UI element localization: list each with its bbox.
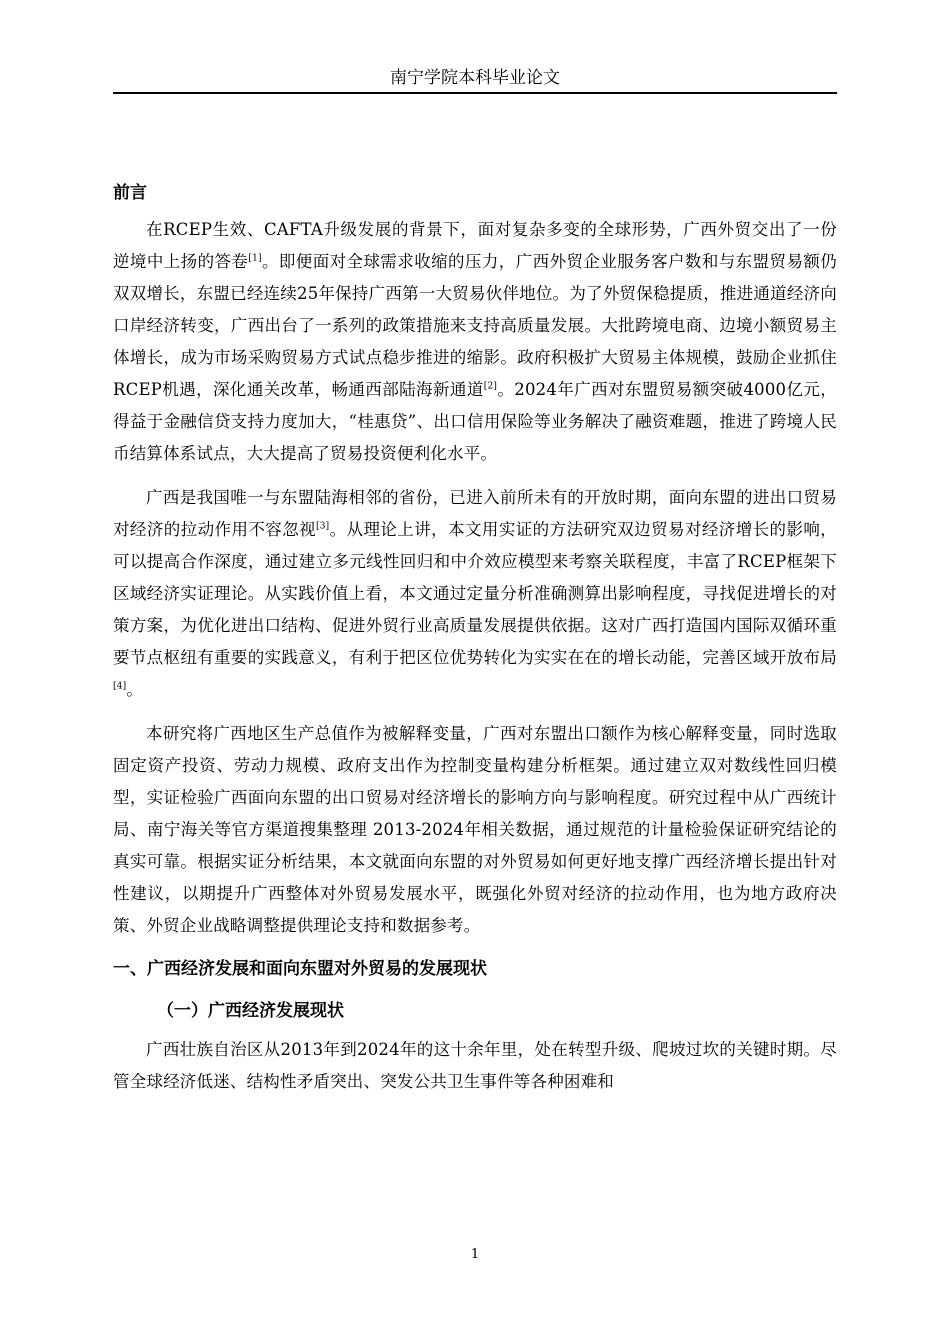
- page-number: 1: [470, 1247, 480, 1262]
- citation-2: [2]: [483, 381, 498, 392]
- section-heading-1: 一、广西经济发展和面向东盟对外贸易的发展现状: [113, 959, 487, 979]
- subsection-heading-1: （一）广西经济发展现状: [157, 1001, 344, 1021]
- paragraph-2: [113, 482, 837, 706]
- paragraph-2-part-3: 。: [126, 680, 144, 699]
- paragraph-4: 广西壮族自治区从2013年到2024年的这十余年里，处在转型升级、爬坡过坎的关键时期。尽管全球经济低迷、结构性矛盾突出、突发公共卫生事件等各种困难和: [113, 1040, 837, 1091]
- paragraph-3: 本研究将广西地区生产总值作为被解释变量，广西对东盟出口额作为核心解释变量，同时选取固定资产投资、劳动力规模、政府支出作为控制变量构建分析框架。通过建立双对数线性回归模型，实证检验广西面向东盟的出口贸易对经济增长的影响方向与影响程度。研究过程中从广西统计局、南宁海关等官方渠道搜集整理 2013-2024年相关数据，通过规范的计量检验保证研究结论的真实可靠。根据实证分析结果，本文就面向东盟的对外贸易如何更好地支撑广西经济增长提出针对性建议，以期提升广西整体对外贸易发展水平，既强化外贸对经济的拉动作用，也为地方政府决策、外贸企业战略调整提供理论支持和数据参考。: [113, 724, 837, 935]
- paragraph-1-part-2: 。即便面对全球需求收缩的压力，广西外贸企业服务客户数和与东盟贸易额仍双双增长，东盟已经连续25年保持广西第一大贸易伙伴地位。为了外贸保稳提质，推进通道经济向口岸经济转变，广西出台了一系列的政策措施来支持高质量发展。大批跨境电商、边境小额贸易主体增长，成为市场采购贸易方式试点稳步推进的缩影。政府积极扩大贸易主体规模，鼓励企业抓住RCEP机遇，深化通关改革，畅通西部陆海新通道: [113, 252, 837, 399]
- preface-heading: 前言: [113, 183, 147, 203]
- citation-1: [1]: [248, 253, 262, 264]
- citation-4: [4]: [113, 681, 127, 692]
- body-text: [113, 178, 837, 1110]
- citation-3: [3]: [316, 521, 330, 532]
- paragraph-2-part-1: 广西是我国唯一与东盟陆海相邻的省份，已进入前所未有的开放时期，面向东盟的进出口贸易对经济的拉动作用不容忽视: [113, 488, 837, 539]
- paragraph-1: [113, 214, 837, 470]
- paragraph-2-part-2: 。从理论上讲，本文用实证的方法研究双边贸易对经济增长的影响，可以提高合作深度，通过建立多元线性回归和中介效应模型来考察关联程度，丰富了RCEP框架下区域经济实证理论。从实践价值上看，本文通过定量分析准确测算出影响程度，寻找促进增长的对策方案，为优化进出口结构、促进外贸行业高质量发展提供依据。这对广西打造国内国际双循环重要节点枢纽有重要的实践意义，有利于把区位优势转化为实实在在的增长动能，完善区域开放布局: [113, 520, 838, 667]
- paragraph-1-part-3: 。2024年广西对东盟贸易额突破4000亿元，得益于金融信贷支持力度加大，“桂惠贷”、出口信用保险等业务解决了融资难题，推进了跨境人民币结算体系试点，大大提高了贸易投资便利化水平。: [113, 380, 837, 463]
- running-header: 南宁学院本科毕业论文: [113, 66, 837, 94]
- paragraph-1-part-1: 在RCEP生效、CAFTA升级发展的背景下，面对复杂多变的全球形势，广西外贸交出了一份逆境中上扬的答卷: [113, 220, 837, 271]
